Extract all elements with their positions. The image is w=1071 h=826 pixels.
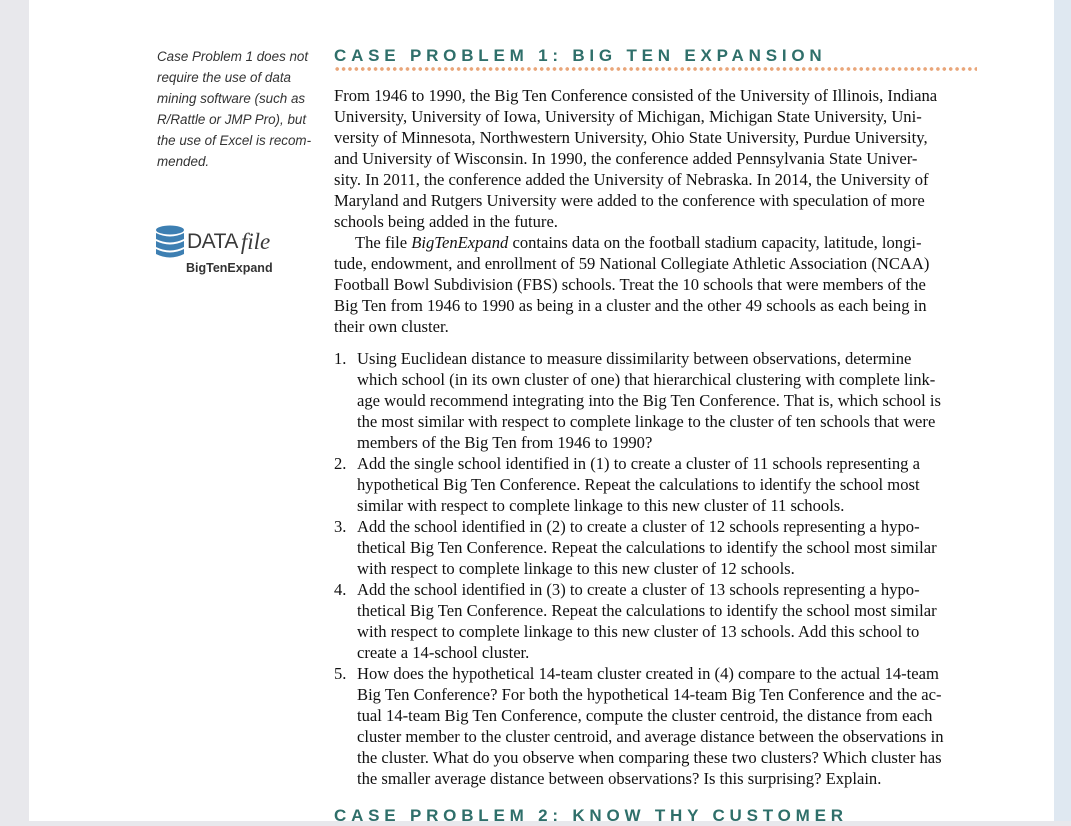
text-line: thetical Big Ten Conference. Repeat the calculations to identify the school most similar [357,538,937,557]
text-line: the smaller average distance between observations? Is this surprising? Explain. [357,769,882,788]
text-line: create a 14-school cluster. [357,643,530,662]
margin-note-line: Case Problem 1 does not [157,49,309,64]
scroll-gutter [1054,0,1071,821]
text-line: with respect to complete linkage to this new cluster of 13 schools. Add this school to [357,622,920,641]
text-line: and University of Wisconsin. In 1990, the conference added Pennsylvania State Univer- [334,149,918,168]
text-line: Using Euclidean distance to measure dissimilarity between observations, determine [357,349,912,368]
datafile-label-italic: file [240,229,271,254]
margin-note-line: mining software (such as [157,91,306,106]
text-line: Add the single school identified in (1) to create a cluster of 11 schools representing a [357,454,920,473]
text-line: similar with respect to complete linkage to this new cluster of 11 schools. [357,496,845,515]
question-item [334,663,977,789]
text-line: their own cluster. [334,317,449,336]
text-line: Big Ten from 1946 to 1990 as being in a cluster and the other 49 schools as each being in [334,296,927,315]
text-line: cluster member to the cluster centroid, and average distance between the observations in [357,727,944,746]
text-line: Big Ten Conference? For both the hypothetical 14-team Big Ten Conference and the ac- [357,685,942,704]
datafile-name[interactable]: BigTenExpand [186,261,273,275]
margin-note-line: the use of Excel is recom- [157,133,312,148]
datafile-callout[interactable] [155,225,315,275]
text-line: hypothetical Big Ten Conference. Repeat the calculations to identify the school most [357,475,920,494]
text-line: Football Bowl Subdivision (FBS) schools. Treat the 10 schools that were members of the [334,275,926,294]
text-line: University, University of Iowa, University of Michigan, Michigan State University, Uni- [334,107,922,126]
case-problem-2-heading: CASE PROBLEM 2: KNOW THY CUSTOMER [334,806,848,825]
question-item [334,579,977,663]
case-problem-1-heading: CASE PROBLEM 1: BIG TEN EXPANSION [334,46,827,65]
text-line: How does the hypothetical 14-team cluster created in (4) compare to the actual 14-team [357,664,939,683]
margin-note-line: require the use of data [157,70,291,85]
margin-note [157,46,317,172]
datafile-label: DATA [187,230,238,253]
question-number: 1. [334,349,347,368]
text-line: contains data on the football stadium capacity, latitude, longi- [508,233,922,252]
text-line: members of the Big Ten from 1946 to 1990? [357,433,653,452]
question-item [334,348,977,453]
text-line: versity of Minnesota, Northwestern University, Ohio State University, Purdue University, [334,128,928,147]
question-item [334,453,977,516]
text-line: tude, endowment, and enrollment of 59 National Collegiate Athletic Association (NCAA) [334,254,930,273]
text-line: which school (in its own cluster of one) that hierarchical clustering with complete link- [357,370,936,389]
margin-note-line: mended. [157,154,210,169]
text-line: From 1946 to 1990, the Big Ten Conference consisted of the University of Illinois, Indiana [334,86,938,105]
paragraph-datafile [334,232,977,337]
text-line: the cluster. What do you observe when comparing these two clusters? Which cluster has [357,748,942,767]
text-line: Maryland and Rutgers University were added to the conference with speculation of more [334,191,925,210]
text-line: with respect to complete linkage to this new cluster of 12 schools. [357,559,795,578]
question-number: 4. [334,580,347,599]
text-line: Add the school identified in (3) to create a cluster of 13 schools representing a hypo- [357,580,920,599]
text-line: age would recommend integrating into the Big Ten Conference. That is, which school is [357,391,941,410]
question-number: 5. [334,664,347,683]
question-item [334,516,977,579]
text-line: schools being added in the future. [334,212,558,231]
text-line: Add the school identified in (2) to create a cluster of 12 schools representing a hypo- [357,517,920,536]
text-line: sity. In 2011, the conference added the University of Nebraska. In 2014, the University of [334,170,929,189]
question-number: 3. [334,517,347,536]
text-run: The file [355,233,412,252]
question-list [334,348,977,789]
database-icon [155,225,185,259]
case-problem-1 [334,44,977,789]
paragraph-intro [334,85,977,232]
question-number: 2. [334,454,347,473]
text-line: thetical Big Ten Conference. Repeat the calculations to identify the school most similar [357,601,937,620]
datafile-reference: BigTenExpand [411,233,509,252]
text-line: the most similar with respect to complete linkage to the cluster of ten schools that were [357,412,936,431]
text-line: tual 14-team Big Ten Conference, compute the cluster centroid, the distance from each [357,706,933,725]
margin-note-line: R/Rattle or JMP Pro), but [157,112,307,127]
